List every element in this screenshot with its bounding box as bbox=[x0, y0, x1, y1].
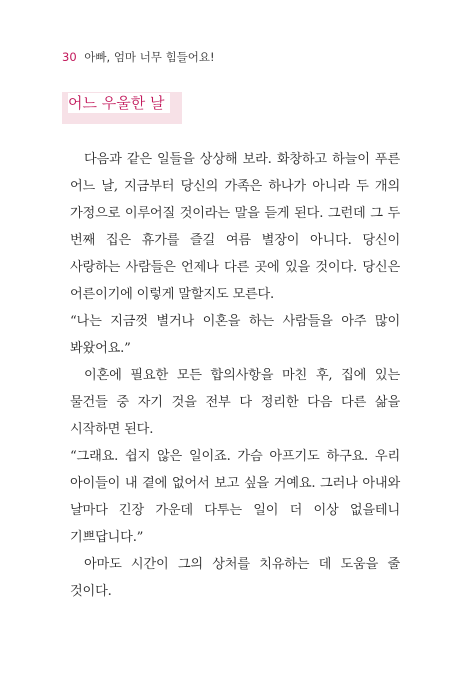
section-title: 어느 우울한 날 bbox=[68, 93, 170, 113]
paragraph: 다음과 같은 일들을 상상해 보라. 화창하고 하늘이 푸른 어느 날, 지금부터 당신의 가족은 하나가 아니라 두 개의 가정으로 이루어질 것이라는 말을 듣게 된다. 그런데 그 두 번째 집은 휴가를 즐길 여름 별장이 아니다. 당신이 사랑하는 사람들은 언제나 다른 곳에 있을 것이다. 당신은 어른이기에 이렇게 말할지도 모른다. bbox=[70, 152, 400, 302]
paragraph: 아마도 시간이 그의 상처를 치유하는 데 도움을 줄 것이다. bbox=[70, 557, 400, 599]
book-title: 아빠, 엄마 너무 힘들어요! bbox=[84, 50, 215, 64]
quote-paragraph: “그래요. 쉽지 않은 일이죠. 가슴 아프기도 하구요. 우리 아이들이 내 곁에 없어서 보고 싶을 거예요. 그러나 아내와 날마다 긴장 가운데 다투는 일이 더 이상 없을테니 기쁘답니다.” bbox=[70, 449, 400, 545]
running-header bbox=[62, 49, 215, 65]
section-title-bar bbox=[62, 92, 182, 124]
quote-paragraph: “나는 지금껏 별거나 이혼을 하는 사람들을 아주 많이 봐왔어요.” bbox=[70, 314, 400, 356]
paragraph: 이혼에 필요한 모든 합의사항을 마친 후, 집에 있는 물건들 중 자기 것을 전부 다 정리한 다음 다른 삶을 시작하면 된다. bbox=[70, 368, 400, 437]
body-text bbox=[70, 146, 400, 605]
page-number: 30 bbox=[62, 50, 77, 64]
